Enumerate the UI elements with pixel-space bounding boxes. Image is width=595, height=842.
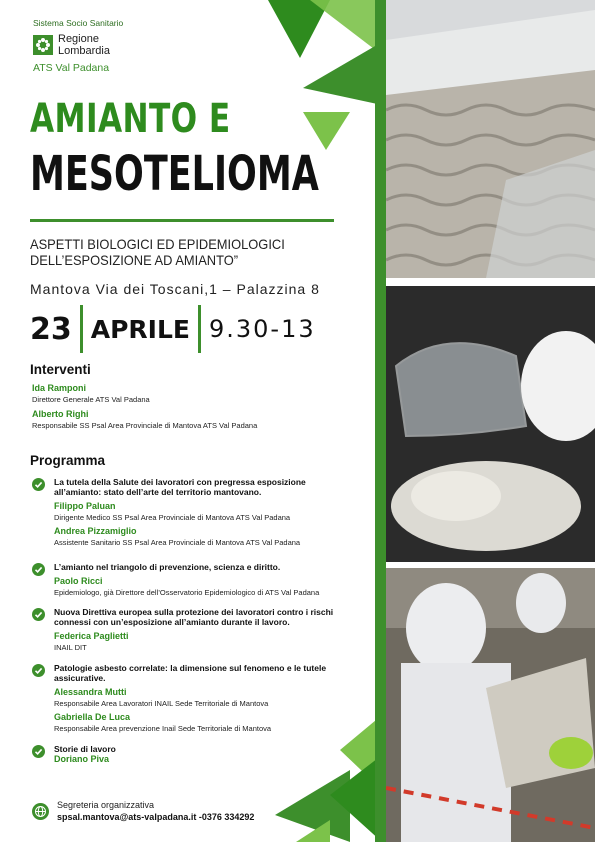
logo-name-line2: Lombardia: [58, 45, 110, 57]
speaker-name: Andrea Pizzamiglio: [54, 526, 137, 536]
logo-ats: ATS Val Padana: [33, 62, 110, 74]
subtitle-line1: ASPETTI BIOLOGICI ED EPIDEMIOLOGICI: [30, 236, 285, 252]
program-item-title: connessi con un’esposizione all’amianto durante il lavoro.: [54, 617, 290, 627]
photo-worker-protective-suit: [386, 568, 595, 842]
logo-system-label: Sistema Socio Sanitario: [33, 18, 124, 28]
check-icon: [32, 478, 45, 491]
title-line2: MESOTELIOMA: [30, 146, 319, 202]
program-item: [32, 744, 372, 764]
programma-heading: Programma: [30, 453, 106, 468]
green-stripe: [375, 0, 386, 842]
organizing-secretariat: [32, 800, 254, 822]
photo-goggles-mask: [386, 286, 595, 562]
event-day: 23: [30, 311, 72, 347]
region-logo: [33, 18, 123, 74]
program-item: [32, 477, 372, 547]
speaker-name: Gabriella De Luca: [54, 712, 131, 722]
speaker-role: Responsabile SS Psal Area Provinciale di Mantova ATS Val Padana: [32, 421, 258, 430]
program-item: [32, 607, 372, 652]
rosa-camuna-icon: [33, 35, 53, 55]
speaker-name: Alessandra Mutti: [54, 687, 127, 697]
check-icon: [32, 563, 45, 576]
event-date: [30, 304, 316, 354]
speaker-role: Assistente Sanitario SS Psal Area Provinciale di Mantova ATS Val Padana: [54, 538, 301, 547]
speaker-role: Dirigente Medico SS Psal Area Provinciale di Mantova ATS Val Padana: [54, 513, 291, 522]
program-item-title: all’amianto: stato dell’arte del territorio mantovano.: [54, 487, 262, 497]
speaker-name: Ida Ramponi: [32, 383, 87, 393]
event-month: APRILE: [90, 314, 190, 344]
speaker-name: Federica Paglietti: [54, 631, 129, 641]
check-icon: [32, 745, 45, 758]
title-line1: AMIANTO E: [30, 96, 231, 142]
program-item-title: La tutela della Salute dei lavoratori con pregressa esposizione: [54, 477, 306, 487]
date-divider: [80, 305, 83, 353]
program-item-title: Storie di lavoro: [54, 744, 116, 754]
speaker-role: Epidemiologo, già Direttore dell’Osservatorio Epidemiologico di ATS Val Padana: [54, 588, 320, 597]
speaker-name: Doriano Piva: [54, 754, 110, 764]
photo-asbestos-roof: [386, 0, 595, 278]
contact-email-link[interactable]: spsal.mantova@ats-valpadana.it -0376 334292: [57, 812, 255, 822]
speaker-role: Responsabile Area prevenzione Inail Sede Territoriale di Mantova: [54, 724, 272, 733]
date-divider: [198, 305, 201, 353]
check-icon: [32, 608, 45, 621]
speaker-role: INAIL DIT: [54, 643, 87, 652]
globe-icon: [32, 803, 49, 820]
speaker-name: Paolo Ricci: [54, 576, 103, 586]
event-location: Mantova Via dei Toscani,1 – Palazzina 8: [30, 281, 320, 297]
speaker-name: Alberto Righi: [32, 409, 89, 419]
program-item-title: Nuova Direttiva europea sulla protezione dei lavoratori contro i rischi: [54, 607, 334, 617]
speaker-role: Responsabile Area Lavoratori INAIL Sede Territoriale di Mantova: [54, 699, 269, 708]
speaker: [32, 409, 257, 431]
program-item-title: L’amianto nel triangolo di prevenzione, scienza e diritto.: [54, 562, 281, 572]
program-item: [32, 562, 372, 597]
check-icon: [32, 664, 45, 677]
secretariat-label: Segreteria organizzativa: [57, 800, 155, 810]
speaker-name: Filippo Paluan: [54, 501, 116, 511]
subtitle-line2: DELL’ESPOSIZIONE AD AMIANTO”: [30, 252, 239, 268]
interventi-heading: Interventi: [30, 362, 91, 377]
program-item-title: assicurative.: [54, 673, 106, 683]
subtitle: [30, 236, 285, 268]
speaker-role: Direttore Generale ATS Val Padana: [32, 395, 150, 404]
logo-name-line1: Regione: [58, 33, 99, 45]
event-time: 9.30-13: [208, 315, 316, 343]
program-item: [32, 663, 372, 733]
program-item-title: Patologie asbesto correlate: la dimensione sul fenomeno e le tutele: [54, 663, 327, 673]
title-underline: [30, 219, 334, 222]
speaker: [32, 383, 150, 405]
